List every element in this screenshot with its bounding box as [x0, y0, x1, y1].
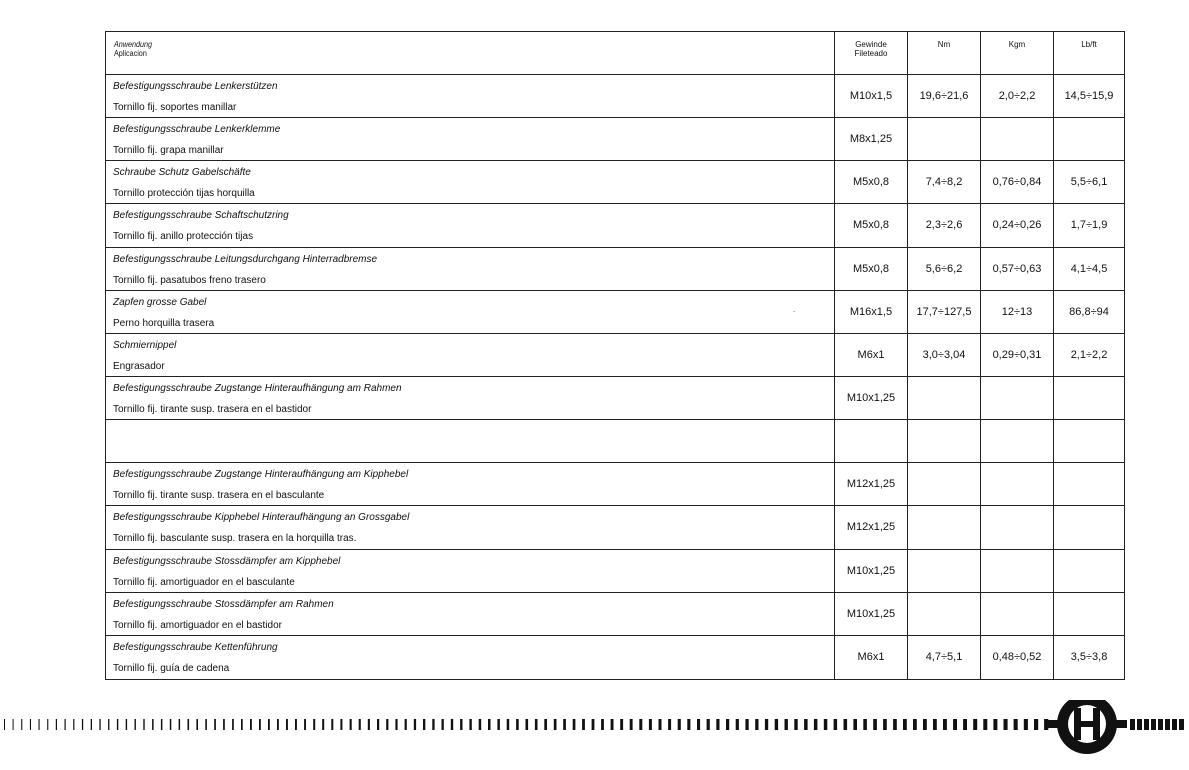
footer-tick — [395, 719, 397, 730]
footer-tick — [873, 719, 877, 730]
row-nm — [908, 463, 981, 506]
row-kgm: 0,57÷0,63 — [981, 247, 1054, 290]
row-nm: 7,4÷8,2 — [908, 161, 981, 204]
footer-tick — [47, 719, 48, 730]
row-application-de: Befestigungsschraube Zugstange Hinteraufhängung am Rahmen — [113, 382, 402, 394]
footer-tick — [1165, 719, 1170, 730]
row-thread: M5x0,8 — [835, 247, 908, 290]
row-application — [106, 549, 835, 592]
row-lbft — [1054, 376, 1125, 419]
footer-tick — [497, 719, 500, 730]
footer-tick — [668, 719, 671, 730]
footer-tick — [785, 719, 788, 730]
footer-tick — [214, 719, 216, 730]
footer-tick — [755, 719, 758, 730]
row-kgm — [981, 420, 1054, 463]
footer-tick — [893, 719, 897, 730]
footer-tick — [117, 719, 118, 730]
row-lbft — [1054, 506, 1125, 549]
row-thread: M12x1,25 — [835, 463, 908, 506]
footer-tick — [295, 719, 297, 730]
footer-tick — [432, 719, 434, 730]
footer-tick — [1179, 719, 1184, 730]
footer-strip — [0, 700, 1189, 760]
torque-specs-table — [105, 31, 1125, 680]
footer-tick — [544, 719, 547, 730]
table-header-row — [106, 32, 1125, 75]
row-application-es: Tornillo fij. guía de cadena — [113, 662, 230, 674]
footer-tick — [304, 719, 306, 730]
row-lbft: 2,1÷2,2 — [1054, 333, 1125, 376]
footer-tick — [442, 719, 444, 730]
row-nm: 19,6÷21,6 — [908, 75, 981, 118]
footer-tick — [99, 719, 100, 730]
footer-tick — [1144, 719, 1149, 730]
footer-tick — [232, 719, 234, 730]
table-row — [106, 118, 1125, 161]
footer-tick — [678, 719, 681, 730]
row-application-es: Perno horquilla trasera — [113, 317, 215, 329]
row-application-es: Tornillo fij. amortiguador en el bastidor — [113, 619, 282, 631]
header-thread — [835, 32, 908, 75]
row-application — [106, 333, 835, 376]
footer-tick — [108, 719, 109, 730]
footer-tick — [507, 719, 510, 730]
footer-tick — [716, 719, 719, 730]
row-application-de: Befestigungsschraube Stossdämpfer am Kipphebel — [113, 555, 341, 567]
row-application-es: Tornillo fij. amortiguador en el basculante — [113, 576, 295, 588]
table-row — [106, 592, 1125, 635]
footer-tick — [350, 719, 352, 730]
table-row — [106, 635, 1125, 679]
footer-tick — [313, 719, 315, 730]
row-nm — [908, 592, 981, 635]
row-thread: M6x1 — [835, 635, 908, 679]
footer-tick — [414, 719, 416, 730]
row-application-es: Tornillo fij. tirante susp. trasera en el basculante — [113, 490, 325, 502]
footer-tick — [697, 719, 700, 730]
row-lbft: 5,5÷6,1 — [1054, 161, 1125, 204]
row-application-es: Tornillo fij. basculante susp. trasera en la horquilla tras. — [113, 533, 357, 545]
footer-tick — [405, 719, 407, 730]
row-kgm — [981, 118, 1054, 161]
footer-tick — [824, 719, 828, 730]
row-thread: M16x1,5 — [835, 290, 908, 333]
footer-tick — [179, 719, 181, 730]
footer-tick — [241, 719, 243, 730]
row-nm — [908, 376, 981, 419]
footer-tick — [611, 719, 614, 730]
footer-tick — [126, 719, 127, 730]
row-application-de: Befestigungsschraube Stossdämpfer am Rahmen — [113, 598, 334, 610]
row-kgm — [981, 592, 1054, 635]
row-kgm — [981, 506, 1054, 549]
row-thread: M10x1,5 — [835, 75, 908, 118]
header-lbft-label: Lb/ft — [1081, 40, 1097, 49]
footer-tick — [73, 719, 74, 730]
row-lbft — [1054, 592, 1125, 635]
row-lbft — [1054, 463, 1125, 506]
footer-tick — [1004, 719, 1008, 730]
table-row — [106, 204, 1125, 247]
footer-tick — [223, 719, 225, 730]
footer-tick — [563, 719, 566, 730]
row-application-es: Tornillo fij. anillo protección tijas — [113, 231, 254, 243]
footer-tick — [21, 719, 22, 730]
row-nm — [908, 420, 981, 463]
footer-tick — [554, 719, 557, 730]
footer-tick — [526, 719, 529, 730]
footer-tick — [331, 719, 333, 730]
husqvarna-logo-icon — [1047, 700, 1127, 754]
footer-tick — [687, 719, 690, 730]
table-row — [106, 420, 1125, 463]
header-nm-label: Nm — [937, 40, 951, 49]
header-application-es: Aplicacion — [114, 49, 147, 58]
row-nm: 17,7÷127,5 — [908, 290, 981, 333]
row-application-es: Engrasador — [113, 360, 165, 372]
footer-tick — [30, 719, 31, 730]
row-nm: 5,6÷6,2 — [908, 247, 981, 290]
footer-tick — [707, 719, 710, 730]
footer-tick — [582, 719, 585, 730]
row-thread: M5x0,8 — [835, 161, 908, 204]
row-nm — [908, 118, 981, 161]
footer-tick — [135, 719, 136, 730]
footer-tick — [863, 719, 867, 730]
row-application-de: Befestigungsschraube Lenkerstützen — [113, 81, 278, 92]
row-kgm: 0,29÷0,31 — [981, 333, 1054, 376]
row-lbft — [1054, 118, 1125, 161]
footer-tick — [913, 719, 917, 730]
footer-tick-marks — [4, 719, 1184, 730]
footer-tick — [943, 719, 947, 730]
footer-tick — [834, 719, 838, 730]
table-row — [106, 549, 1125, 592]
header-kgm — [981, 32, 1054, 75]
footer-tick — [963, 719, 967, 730]
footer-tick — [844, 719, 848, 730]
header-lbft — [1054, 32, 1125, 75]
row-application-es: Tornillo protección tijas horquilla — [113, 188, 255, 200]
row-application — [106, 118, 835, 161]
footer-tick — [649, 719, 652, 730]
row-nm: 4,7÷5,1 — [908, 635, 981, 679]
row-lbft: 1,7÷1,9 — [1054, 204, 1125, 247]
row-nm: 3,0÷3,04 — [908, 333, 981, 376]
row-application — [106, 161, 835, 204]
footer-tick — [620, 719, 623, 730]
footer-tick — [993, 719, 997, 730]
row-application — [106, 247, 835, 290]
row-thread — [835, 420, 908, 463]
footer-tick — [56, 719, 57, 730]
row-application — [106, 376, 835, 419]
row-lbft: 14,5÷15,9 — [1054, 75, 1125, 118]
footer-tick — [1024, 719, 1028, 730]
footer-tick — [903, 719, 907, 730]
row-thread: M10x1,25 — [835, 592, 908, 635]
scan-speck — [793, 311, 795, 312]
footer-tick — [745, 719, 748, 730]
footer-tick — [479, 719, 482, 730]
row-thread: M12x1,25 — [835, 506, 908, 549]
row-thread: M10x1,25 — [835, 376, 908, 419]
row-application-de: Befestigungsschraube Schaftschutzring — [113, 210, 289, 222]
footer-tick — [469, 719, 471, 730]
row-application — [106, 463, 835, 506]
footer-tick — [573, 719, 576, 730]
row-kgm: 0,48÷0,52 — [981, 635, 1054, 679]
row-application-de: Befestigungsschraube Kipphebel Hinteraufhängung an Grossgabel — [113, 512, 410, 524]
header-nm — [908, 32, 981, 75]
footer-tick — [250, 719, 252, 730]
row-thread: M10x1,25 — [835, 549, 908, 592]
row-kgm: 12÷13 — [981, 290, 1054, 333]
row-kgm: 2,0÷2,2 — [981, 75, 1054, 118]
row-thread: M6x1 — [835, 333, 908, 376]
footer-tick — [451, 719, 453, 730]
table-row — [106, 376, 1125, 419]
footer-tick — [592, 719, 595, 730]
footer-tick — [630, 719, 633, 730]
footer-tick — [359, 719, 361, 730]
row-application-de: Zapfen grosse Gabel — [113, 296, 207, 308]
row-kgm: 0,24÷0,26 — [981, 204, 1054, 247]
footer-tick — [386, 719, 388, 730]
footer-tick — [423, 719, 425, 730]
row-kgm — [981, 463, 1054, 506]
footer-tick — [170, 719, 172, 730]
footer-tick — [460, 719, 462, 730]
row-application — [106, 592, 835, 635]
row-lbft — [1054, 420, 1125, 463]
row-application — [106, 290, 835, 333]
row-nm: 2,3÷2,6 — [908, 204, 981, 247]
footer-tick — [39, 719, 40, 730]
footer-tick — [205, 719, 207, 730]
row-kgm — [981, 549, 1054, 592]
footer-tick — [259, 719, 261, 730]
row-kgm — [981, 376, 1054, 419]
row-thread: M5x0,8 — [835, 204, 908, 247]
table-row — [106, 333, 1125, 376]
footer-tick — [152, 719, 154, 730]
row-lbft: 3,5÷3,8 — [1054, 635, 1125, 679]
row-application-de: Befestigungsschraube Leitungsdurchgang Hinterradbremse — [113, 253, 378, 265]
footer-tick — [368, 719, 370, 730]
footer-tick — [883, 719, 887, 730]
header-thread-es: Fileteado — [854, 49, 888, 58]
row-application-es: Tornillo fij. grapa manillar — [113, 145, 224, 157]
row-lbft: 86,8÷94 — [1054, 290, 1125, 333]
row-application-de: Schmiernippel — [113, 339, 177, 351]
footer-tick — [933, 719, 937, 730]
footer-tick — [953, 719, 957, 730]
footer-tick — [1158, 719, 1163, 730]
footer-tick — [983, 719, 987, 730]
row-thread: M8x1,25 — [835, 118, 908, 161]
footer-tick — [726, 719, 729, 730]
footer-tick — [161, 719, 163, 730]
footer-tick — [196, 719, 198, 730]
row-application-de: Befestigungsschraube Lenkerklemme — [113, 124, 281, 136]
row-application-de: Befestigungsschraube Kettenführung — [113, 641, 278, 653]
row-lbft — [1054, 549, 1125, 592]
table-row — [106, 161, 1125, 204]
footer-tick — [1137, 719, 1142, 730]
footer-tick — [13, 719, 14, 730]
row-application-es: Tornillo fij. tirante susp. trasera en el bastidor — [113, 403, 312, 415]
header-thread-de: Gewinde — [855, 40, 887, 49]
footer-tick — [268, 719, 270, 730]
footer-tick — [286, 719, 288, 730]
footer-tick — [736, 719, 739, 730]
footer-tick — [82, 719, 83, 730]
row-application — [106, 506, 835, 549]
footer-tick — [659, 719, 662, 730]
row-application-es: Tornillo fij. pasatubos freno trasero — [113, 274, 266, 286]
footer-tick — [973, 719, 977, 730]
table-row — [106, 290, 1125, 333]
table-body — [106, 75, 1125, 680]
footer-tick — [188, 719, 190, 730]
footer-tick — [535, 719, 538, 730]
footer-tick — [923, 719, 927, 730]
footer-tick — [1034, 719, 1038, 730]
row-application-es: Tornillo fij. soportes manillar — [113, 102, 237, 113]
row-application — [106, 204, 835, 247]
footer-tick — [1014, 719, 1018, 730]
footer-tick — [488, 719, 491, 730]
footer-tick — [377, 719, 379, 730]
footer-tick — [804, 719, 808, 730]
footer-tick — [601, 719, 604, 730]
table-row — [106, 247, 1125, 290]
header-kgm-label: Kgm — [1008, 40, 1026, 49]
footer-tick — [4, 719, 5, 730]
footer-tick — [794, 719, 797, 730]
row-nm — [908, 506, 981, 549]
footer-tick — [775, 719, 778, 730]
footer-tick — [340, 719, 342, 730]
footer-tick — [1172, 719, 1177, 730]
footer-tick — [65, 719, 66, 730]
row-nm — [908, 549, 981, 592]
footer-tick — [143, 719, 144, 730]
header-application-de: Anwendung — [114, 40, 153, 49]
row-application — [106, 75, 835, 118]
footer-tick — [516, 719, 519, 730]
header-application — [106, 32, 835, 75]
row-kgm: 0,76÷0,84 — [981, 161, 1054, 204]
row-lbft: 4,1÷4,5 — [1054, 247, 1125, 290]
row-application-de: Befestigungsschraube Zugstange Hinteraufhängung am Kipphebel — [113, 469, 409, 481]
footer-tick — [322, 719, 324, 730]
table-row — [106, 463, 1125, 506]
row-application-de: Schraube Schutz Gabelschäfte — [113, 167, 251, 179]
footer-tick — [765, 719, 768, 730]
table-row — [106, 506, 1125, 549]
footer-tick — [1130, 719, 1135, 730]
footer-tick — [277, 719, 279, 730]
footer-tick — [1151, 719, 1156, 730]
footer-tick — [814, 719, 818, 730]
table-row — [106, 75, 1125, 118]
row-application — [106, 635, 835, 679]
row-application — [106, 420, 835, 463]
footer-tick — [639, 719, 642, 730]
footer-tick — [91, 719, 92, 730]
footer-tick — [853, 719, 857, 730]
